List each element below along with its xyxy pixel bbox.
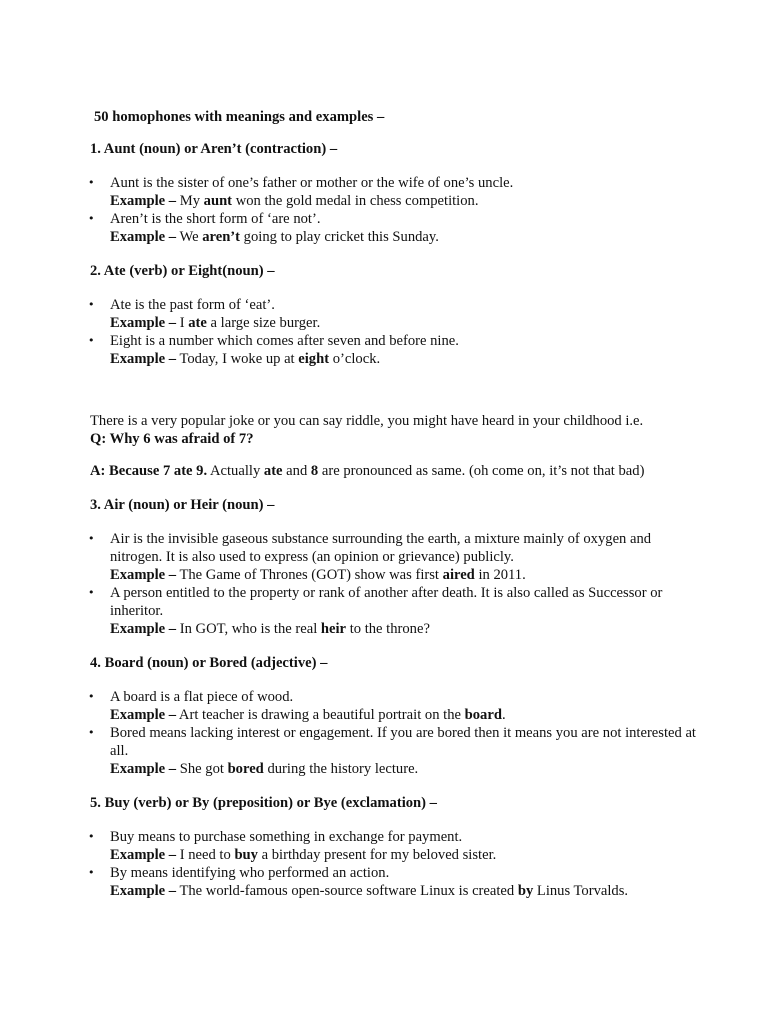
example-label: Example –	[110, 707, 177, 723]
section-list-4	[90, 688, 698, 778]
document-title: 50 homophones with meanings and examples –	[94, 109, 385, 125]
example	[110, 192, 698, 210]
list-item	[110, 296, 698, 332]
section-heading-4: 4. Board (noun) or Bored (adjective) –	[90, 655, 328, 671]
list-item	[110, 724, 698, 778]
definition: • Ate is the past form of ‘eat’.	[110, 297, 275, 313]
joke-answer-text: and	[282, 463, 311, 479]
section-heading-1: 1. Aunt (noun) or Aren’t (contraction) –	[90, 141, 338, 157]
example-text: The Game of Thrones (GOT) show was first	[176, 567, 443, 583]
example-highlight: aired	[442, 567, 475, 583]
definition: • A person entitled to the property or rank of another after death. It is also called as Successor or inheritor.	[110, 585, 663, 619]
example	[110, 882, 698, 900]
example-text: I need to	[176, 847, 235, 863]
joke-answer-highlight: 8	[310, 463, 319, 479]
example-text: Today, I woke up at	[176, 351, 299, 367]
example	[110, 350, 698, 368]
example-text: during the history lecture.	[263, 761, 419, 777]
list-item	[110, 210, 698, 246]
definition: • Aren’t is the short form of ‘are not’.	[110, 211, 321, 227]
example-label: Example –	[110, 229, 177, 245]
example	[110, 760, 698, 778]
example-text: Linus Torvalds.	[533, 883, 629, 899]
example-highlight: buy	[234, 847, 258, 863]
list-item	[110, 584, 698, 638]
joke-question: Q: Why 6 was afraid of 7?	[90, 431, 254, 447]
example-text: won the gold medal in chess competition.	[232, 193, 479, 209]
example-text: a birthday present for my beloved sister.	[257, 847, 497, 863]
example	[110, 228, 698, 246]
example-label: Example –	[110, 761, 177, 777]
example-text: In GOT, who is the real	[176, 621, 321, 637]
joke-block	[90, 412, 698, 448]
example	[110, 846, 698, 864]
example-label: Example –	[110, 567, 177, 583]
joke-answer-highlight: ate	[263, 463, 283, 479]
section-list-2	[90, 296, 698, 368]
example-text: My	[176, 193, 204, 209]
example-label: Example –	[110, 315, 177, 331]
definition: • Eight is a number which comes after seven and before nine.	[110, 333, 459, 349]
example-text: Art teacher is drawing a beautiful portrait on the	[176, 707, 465, 723]
definition: • Air is the invisible gaseous substance surrounding the earth, a mixture mainly of oxygen and nitrogen. It is also used to express (an opinion or grievance) publicly.	[110, 531, 652, 565]
example-text: .	[501, 707, 506, 723]
example-text: to the throne?	[346, 621, 430, 637]
section-list-5	[90, 828, 698, 900]
list-item	[110, 828, 698, 864]
example-highlight: aunt	[203, 193, 233, 209]
example-highlight: by	[517, 883, 534, 899]
example-label: Example –	[110, 621, 177, 637]
joke-answer-text: Actually	[207, 463, 264, 479]
example-highlight: bored	[227, 761, 264, 777]
list-item	[110, 530, 698, 584]
example-label: Example –	[110, 883, 177, 899]
example-highlight: ate	[188, 315, 207, 331]
section-heading-5: 5. Buy (verb) or By (preposition) or Bye (exclamation) –	[90, 795, 437, 811]
example-label: Example –	[110, 847, 177, 863]
example-text: We	[176, 229, 203, 245]
example	[110, 620, 698, 638]
example-text: I	[176, 315, 189, 331]
joke-intro: There is a very popular joke or you can say riddle, you might have heard in your childhood i.e.	[90, 413, 644, 429]
example	[110, 706, 698, 724]
joke-answer-bold: A: Because 7 ate 9.	[90, 463, 208, 479]
joke-answer	[90, 462, 698, 480]
section-list-3	[90, 530, 698, 638]
list-item	[110, 174, 698, 210]
example-label: Example –	[110, 193, 177, 209]
definition: • Buy means to purchase something in exchange for payment.	[110, 829, 463, 845]
example-highlight: aren’t	[202, 229, 241, 245]
list-item	[110, 688, 698, 724]
example-highlight: heir	[320, 621, 347, 637]
list-item	[110, 864, 698, 900]
definition: • A board is a flat piece of wood.	[110, 689, 294, 705]
example-text: going to play cricket this Sunday.	[240, 229, 439, 245]
definition: • Bored means lacking interest or engagement. If you are bored then it means you are not interested at all.	[110, 725, 696, 759]
example-text: a large size burger.	[206, 315, 321, 331]
example-text: o’clock.	[329, 351, 381, 367]
section-list-1	[90, 174, 698, 246]
list-item	[110, 332, 698, 368]
example	[110, 566, 698, 584]
example-label: Example –	[110, 351, 177, 367]
example-text: She got	[176, 761, 228, 777]
example-text: The world-famous open-source software Linux is created	[176, 883, 518, 899]
joke-answer-text: are pronounced as same. (oh come on, it’s not that bad)	[318, 463, 645, 479]
example-highlight: board	[464, 707, 502, 723]
section-heading-2: 2. Ate (verb) or Eight(noun) –	[90, 263, 275, 279]
example-text: in 2011.	[474, 567, 526, 583]
example	[110, 314, 698, 332]
example-highlight: eight	[298, 351, 330, 367]
definition: • By means identifying who performed an action.	[110, 865, 390, 881]
definition: • Aunt is the sister of one’s father or mother or the wife of one’s uncle.	[110, 175, 514, 191]
section-heading-3: 3. Air (noun) or Heir (noun) –	[90, 497, 275, 513]
